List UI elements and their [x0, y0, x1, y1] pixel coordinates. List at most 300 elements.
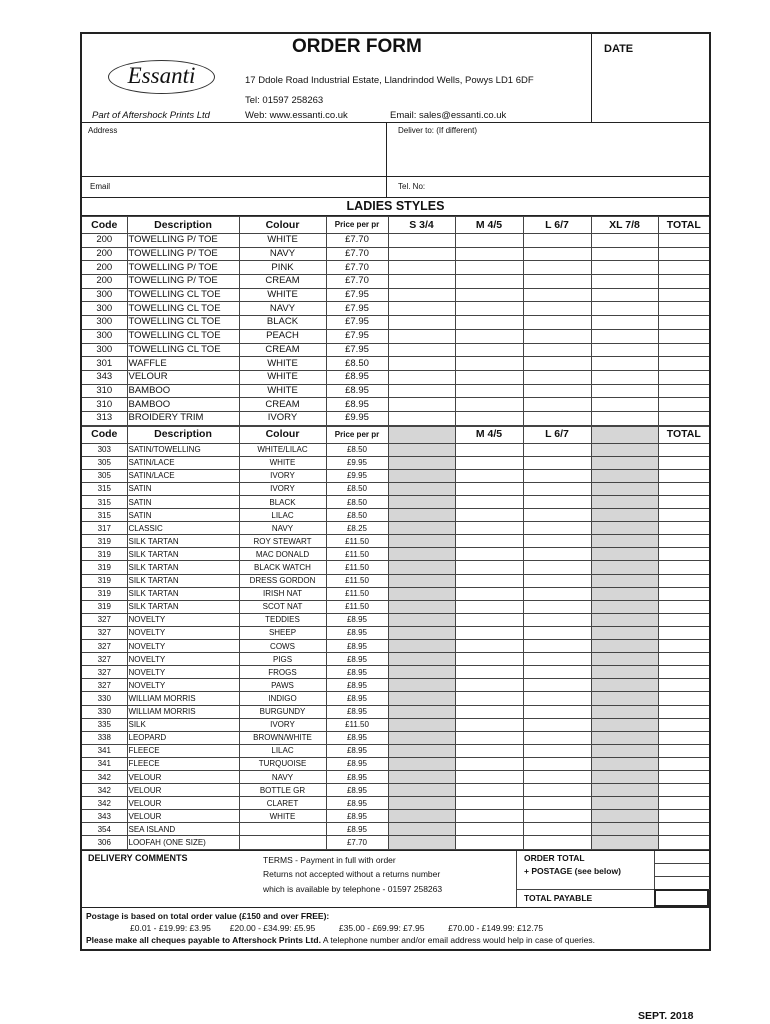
column-header: Price per pr [326, 426, 388, 443]
column-header: L 6/7 [523, 426, 591, 443]
essanti-logo: Essanti [108, 60, 215, 94]
colour-cell: CREAM [239, 398, 326, 412]
address-label: Address [88, 126, 118, 135]
total-cell[interactable] [658, 496, 709, 509]
quantity-cell[interactable] [455, 509, 523, 522]
quantity-cell[interactable] [523, 626, 591, 639]
table-row [82, 600, 709, 613]
quantity-cell[interactable] [455, 548, 523, 561]
quantity-cell[interactable] [523, 535, 591, 548]
table-row [82, 770, 709, 783]
quantity-cell[interactable] [455, 653, 523, 666]
quantity-cell[interactable] [523, 288, 591, 302]
code-cell: 200 [82, 261, 127, 275]
quantity-cell[interactable] [523, 692, 591, 705]
quantity-cell[interactable] [591, 398, 658, 412]
colour-cell: LILAC [239, 509, 326, 522]
quantity-cell[interactable] [523, 640, 591, 653]
colour-cell: FROGS [239, 666, 326, 679]
total-cell[interactable] [658, 810, 709, 823]
quantity-cell[interactable] [455, 275, 523, 289]
description-cell: NOVELTY [127, 666, 239, 679]
spare-field[interactable] [654, 876, 709, 889]
quantity-cell [388, 561, 455, 574]
table-row [82, 482, 709, 495]
total-cell[interactable] [658, 535, 709, 548]
description-cell: LOOFAH (ONE SIZE) [127, 836, 239, 849]
quantity-cell [388, 731, 455, 744]
quantity-cell[interactable] [591, 343, 658, 357]
quantity-cell [591, 731, 658, 744]
address-field[interactable] [82, 123, 387, 197]
quantity-cell[interactable] [455, 384, 523, 398]
quantity-cell[interactable] [388, 316, 455, 330]
quantity-cell[interactable] [523, 247, 591, 261]
code-cell: 300 [82, 316, 127, 330]
total-cell[interactable] [658, 275, 709, 289]
quantity-cell[interactable] [523, 561, 591, 574]
quantity-cell[interactable] [388, 261, 455, 275]
description-cell: BROIDERY TRIM [127, 411, 239, 425]
code-cell: 317 [82, 522, 127, 535]
quantity-cell[interactable] [523, 666, 591, 679]
quantity-cell[interactable] [455, 496, 523, 509]
quantity-cell[interactable] [455, 757, 523, 770]
quantity-cell [591, 692, 658, 705]
code-cell: 330 [82, 692, 127, 705]
quantity-cell[interactable] [455, 705, 523, 718]
code-cell: 343 [82, 810, 127, 823]
code-cell: 327 [82, 666, 127, 679]
quantity-cell[interactable] [591, 275, 658, 289]
total-cell[interactable] [658, 469, 709, 482]
quantity-cell [388, 770, 455, 783]
table-row [82, 275, 709, 289]
price-cell: £7.95 [326, 343, 388, 357]
quantity-cell[interactable] [455, 329, 523, 343]
total-cell[interactable] [658, 836, 709, 849]
code-cell: 319 [82, 587, 127, 600]
quantity-cell[interactable] [523, 496, 591, 509]
quantity-cell [388, 810, 455, 823]
quantity-cell [591, 456, 658, 469]
description-cell: NOVELTY [127, 613, 239, 626]
quantity-cell[interactable] [591, 234, 658, 248]
column-header: Code [82, 426, 127, 443]
quantity-cell[interactable] [388, 343, 455, 357]
quantity-cell[interactable] [455, 666, 523, 679]
column-header: XL 7/8 [591, 217, 658, 234]
quantity-cell[interactable] [523, 329, 591, 343]
page-title: ORDER FORM [292, 36, 422, 57]
total-cell[interactable] [658, 692, 709, 705]
quantity-cell[interactable] [455, 302, 523, 316]
price-cell: £8.95 [326, 731, 388, 744]
postage-bands [86, 922, 705, 934]
total-payable-field[interactable] [654, 889, 709, 907]
description-cell: TOWELLING CL TOE [127, 288, 239, 302]
quantity-cell [591, 469, 658, 482]
quantity-cell[interactable] [523, 384, 591, 398]
quantity-cell[interactable] [455, 836, 523, 849]
table-row [82, 370, 709, 384]
code-cell: 313 [82, 411, 127, 425]
total-cell[interactable] [658, 626, 709, 639]
colour-cell: WHITE/LILAC [239, 443, 326, 456]
code-cell: 327 [82, 679, 127, 692]
table-row [82, 653, 709, 666]
quantity-cell[interactable] [523, 469, 591, 482]
table-row [82, 797, 709, 810]
quantity-cell[interactable] [591, 261, 658, 275]
total-cell[interactable] [658, 370, 709, 384]
total-cell[interactable] [658, 561, 709, 574]
price-cell: £8.95 [326, 370, 388, 384]
quantity-cell[interactable] [523, 823, 591, 836]
quantity-cell [388, 496, 455, 509]
form-header [82, 34, 709, 123]
quantity-cell[interactable] [455, 600, 523, 613]
quantity-cell[interactable] [455, 587, 523, 600]
order-form [80, 32, 711, 951]
colour-cell: DRESS GORDON [239, 574, 326, 587]
quantity-cell[interactable] [591, 316, 658, 330]
quantity-cell[interactable] [523, 836, 591, 849]
total-cell[interactable] [658, 329, 709, 343]
quantity-cell[interactable] [523, 522, 591, 535]
description-cell: TOWELLING P/ TOE [127, 247, 239, 261]
colour-cell: NAVY [239, 302, 326, 316]
quantity-cell[interactable] [523, 653, 591, 666]
quantity-cell[interactable] [591, 247, 658, 261]
price-cell: £8.95 [326, 653, 388, 666]
quantity-cell[interactable] [591, 411, 658, 425]
total-cell[interactable] [658, 613, 709, 626]
quantity-cell[interactable] [455, 561, 523, 574]
total-cell[interactable] [658, 823, 709, 836]
code-cell: 300 [82, 288, 127, 302]
quantity-cell[interactable] [455, 535, 523, 548]
price-cell: £8.95 [326, 613, 388, 626]
quantity-cell [388, 443, 455, 456]
price-cell: £8.95 [326, 770, 388, 783]
column-header: L 6/7 [523, 217, 591, 234]
total-cell[interactable] [658, 398, 709, 412]
quantity-cell[interactable] [523, 705, 591, 718]
quantity-cell [388, 823, 455, 836]
total-cell[interactable] [658, 666, 709, 679]
total-cell[interactable] [658, 574, 709, 587]
price-cell: £8.95 [326, 810, 388, 823]
price-cell: £8.95 [326, 666, 388, 679]
quantity-cell[interactable] [523, 613, 591, 626]
code-cell: 343 [82, 370, 127, 384]
total-cell[interactable] [658, 784, 709, 797]
quantity-cell[interactable] [523, 482, 591, 495]
quantity-cell [591, 496, 658, 509]
quantity-cell[interactable] [523, 744, 591, 757]
quantity-cell[interactable] [455, 797, 523, 810]
quantity-cell[interactable] [455, 770, 523, 783]
quantity-cell[interactable] [455, 469, 523, 482]
total-cell[interactable] [658, 679, 709, 692]
order-total-box [516, 851, 709, 907]
quantity-cell[interactable] [388, 398, 455, 412]
quantity-cell [388, 469, 455, 482]
total-payable-label: TOTAL PAYABLE [524, 892, 593, 903]
total-cell[interactable] [658, 705, 709, 718]
postage-field[interactable] [654, 863, 709, 876]
quantity-cell[interactable] [591, 370, 658, 384]
quantity-cell[interactable] [523, 679, 591, 692]
quantity-cell[interactable] [523, 731, 591, 744]
quantity-cell[interactable] [455, 288, 523, 302]
quantity-cell [591, 797, 658, 810]
price-cell: £8.95 [326, 626, 388, 639]
colour-cell: IVORY [239, 718, 326, 731]
column-header: M 4/5 [455, 426, 523, 443]
quantity-cell[interactable] [455, 261, 523, 275]
total-cell[interactable] [658, 261, 709, 275]
quantity-cell[interactable] [591, 357, 658, 371]
quantity-cell[interactable] [455, 357, 523, 371]
quantity-cell[interactable] [455, 823, 523, 836]
description-cell: SILK TARTAN [127, 574, 239, 587]
code-cell: 338 [82, 731, 127, 744]
table-row [82, 574, 709, 587]
price-cell: £11.50 [326, 718, 388, 731]
quantity-cell[interactable] [455, 626, 523, 639]
code-cell: 335 [82, 718, 127, 731]
quantity-cell[interactable] [523, 370, 591, 384]
total-cell[interactable] [658, 587, 709, 600]
postage-label: + POSTAGE (see below) [524, 865, 621, 876]
quantity-cell[interactable] [455, 411, 523, 425]
quantity-cell[interactable] [455, 692, 523, 705]
quantity-cell[interactable] [388, 384, 455, 398]
quantity-cell [591, 640, 658, 653]
quantity-cell [591, 561, 658, 574]
price-cell: £8.95 [326, 692, 388, 705]
quantity-cell[interactable] [523, 398, 591, 412]
quantity-cell[interactable] [523, 587, 591, 600]
quantity-cell[interactable] [523, 548, 591, 561]
column-header: Colour [239, 426, 326, 443]
quantity-cell[interactable] [523, 810, 591, 823]
total-cell[interactable] [658, 456, 709, 469]
description-cell: TOWELLING CL TOE [127, 316, 239, 330]
table-row [82, 288, 709, 302]
quantity-cell[interactable] [455, 398, 523, 412]
quantity-cell[interactable] [523, 784, 591, 797]
quantity-cell[interactable] [523, 234, 591, 248]
quantity-cell[interactable] [523, 261, 591, 275]
section-title: LADIES STYLES [82, 198, 709, 216]
quantity-cell[interactable] [455, 784, 523, 797]
colour-cell: TURQUOISE [239, 757, 326, 770]
quantity-cell[interactable] [455, 731, 523, 744]
table-row [82, 316, 709, 330]
quantity-cell[interactable] [523, 275, 591, 289]
total-cell[interactable] [658, 548, 709, 561]
quantity-cell [591, 836, 658, 849]
total-cell[interactable] [658, 653, 709, 666]
quantity-cell[interactable] [523, 757, 591, 770]
quantity-cell[interactable] [523, 770, 591, 783]
quantity-cell[interactable] [455, 443, 523, 456]
quantity-cell[interactable] [455, 370, 523, 384]
quantity-cell[interactable] [455, 343, 523, 357]
quantity-cell[interactable] [455, 234, 523, 248]
quantity-cell[interactable] [455, 247, 523, 261]
quantity-cell[interactable] [388, 234, 455, 248]
table-row [82, 613, 709, 626]
table-row [82, 398, 709, 412]
quantity-cell[interactable] [523, 718, 591, 731]
quantity-cell[interactable] [523, 302, 591, 316]
colour-cell: COWS [239, 640, 326, 653]
colour-cell: BLACK [239, 496, 326, 509]
price-cell: £7.95 [326, 316, 388, 330]
quantity-cell[interactable] [523, 600, 591, 613]
queries-note: A telephone number and/or email address would help in case of queries. [322, 934, 596, 945]
total-cell[interactable] [658, 482, 709, 495]
quantity-cell[interactable] [388, 275, 455, 289]
code-cell: 342 [82, 770, 127, 783]
total-cell[interactable] [658, 384, 709, 398]
quantity-cell[interactable] [591, 302, 658, 316]
price-cell: £11.50 [326, 548, 388, 561]
total-cell[interactable] [658, 600, 709, 613]
total-cell[interactable] [658, 234, 709, 248]
quantity-cell[interactable] [591, 288, 658, 302]
total-cell[interactable] [658, 757, 709, 770]
quantity-cell[interactable] [523, 357, 591, 371]
terms-line-2: Returns not accepted without a returns number [263, 869, 441, 880]
colour-cell: IRISH NAT [239, 587, 326, 600]
quantity-cell[interactable] [388, 357, 455, 371]
quantity-cell[interactable] [455, 744, 523, 757]
quantity-cell[interactable] [455, 574, 523, 587]
code-cell: 310 [82, 398, 127, 412]
colour-cell: WHITE [239, 234, 326, 248]
total-cell[interactable] [658, 316, 709, 330]
contact-section [82, 123, 709, 198]
table-row [82, 469, 709, 482]
quantity-cell[interactable] [388, 302, 455, 316]
price-cell: £8.95 [326, 744, 388, 757]
description-cell: TOWELLING P/ TOE [127, 261, 239, 275]
colour-cell: NAVY [239, 770, 326, 783]
colour-cell: LILAC [239, 744, 326, 757]
quantity-cell [591, 770, 658, 783]
total-cell[interactable] [658, 797, 709, 810]
quantity-cell[interactable] [523, 411, 591, 425]
column-header: TOTAL [658, 217, 709, 234]
total-cell[interactable] [658, 522, 709, 535]
quantity-cell [591, 705, 658, 718]
quantity-cell[interactable] [523, 509, 591, 522]
quantity-cell[interactable] [388, 288, 455, 302]
total-cell[interactable] [658, 343, 709, 357]
table-header [82, 426, 709, 443]
quantity-cell[interactable] [591, 329, 658, 343]
quantity-cell [388, 574, 455, 587]
quantity-cell[interactable] [455, 613, 523, 626]
total-cell[interactable] [658, 247, 709, 261]
quantity-cell [591, 587, 658, 600]
total-cell[interactable] [658, 744, 709, 757]
quantity-cell[interactable] [455, 316, 523, 330]
quantity-cell[interactable] [591, 384, 658, 398]
total-cell[interactable] [658, 357, 709, 371]
quantity-cell[interactable] [455, 482, 523, 495]
price-cell: £7.95 [326, 329, 388, 343]
colour-cell: NAVY [239, 522, 326, 535]
quantity-cell[interactable] [455, 456, 523, 469]
total-cell[interactable] [658, 640, 709, 653]
code-cell: 315 [82, 482, 127, 495]
quantity-cell [591, 443, 658, 456]
total-cell[interactable] [658, 443, 709, 456]
table-row [82, 640, 709, 653]
colour-cell: PAWS [239, 679, 326, 692]
terms-line-1: TERMS - Payment in full with order [263, 854, 396, 865]
quantity-cell[interactable] [455, 640, 523, 653]
footer-section [82, 850, 709, 907]
cheques-text: Please make all cheques payable to Aftershock Prints Ltd. [86, 934, 321, 945]
price-cell: £7.70 [326, 234, 388, 248]
quantity-cell[interactable] [455, 679, 523, 692]
table-row [82, 247, 709, 261]
quantity-cell[interactable] [455, 810, 523, 823]
quantity-cell [591, 522, 658, 535]
quantity-cell[interactable] [455, 522, 523, 535]
quantity-cell[interactable] [523, 316, 591, 330]
description-cell: SEA ISLAND [127, 823, 239, 836]
quantity-cell[interactable] [388, 329, 455, 343]
quantity-cell[interactable] [523, 456, 591, 469]
code-cell: 354 [82, 823, 127, 836]
total-cell[interactable] [658, 770, 709, 783]
table-row [82, 535, 709, 548]
quantity-cell[interactable] [388, 411, 455, 425]
price-cell: £8.50 [326, 482, 388, 495]
total-cell[interactable] [658, 718, 709, 731]
price-cell: £7.95 [326, 302, 388, 316]
total-cell[interactable] [658, 288, 709, 302]
total-cell[interactable] [658, 509, 709, 522]
quantity-cell[interactable] [523, 574, 591, 587]
colour-cell: WHITE [239, 384, 326, 398]
quantity-cell[interactable] [523, 443, 591, 456]
date-field[interactable] [591, 34, 709, 122]
quantity-cell [591, 548, 658, 561]
order-total-field[interactable] [654, 851, 709, 863]
price-cell: £11.50 [326, 600, 388, 613]
quantity-cell[interactable] [455, 718, 523, 731]
total-cell[interactable] [658, 731, 709, 744]
price-cell: £9.95 [326, 456, 388, 469]
quantity-cell[interactable] [388, 370, 455, 384]
date-stamp: SEPT. 2018 [638, 1010, 694, 1022]
quantity-cell[interactable] [388, 247, 455, 261]
total-cell[interactable] [658, 302, 709, 316]
total-cell[interactable] [658, 411, 709, 425]
quantity-cell[interactable] [523, 797, 591, 810]
quantity-cell[interactable] [523, 343, 591, 357]
contact-divider [82, 176, 709, 177]
